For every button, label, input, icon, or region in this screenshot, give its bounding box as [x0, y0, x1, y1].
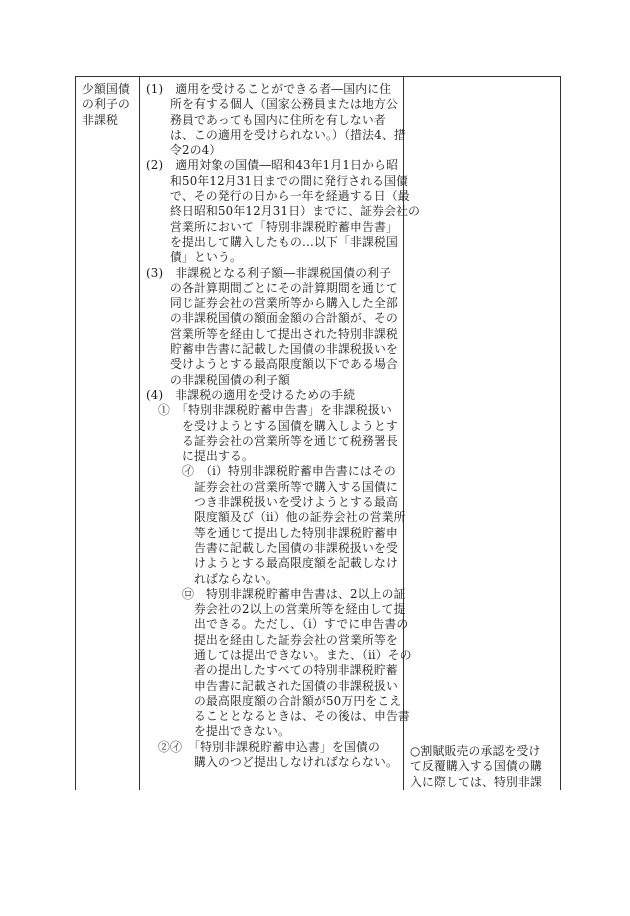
table-right-border — [560, 76, 561, 790]
table-left-border — [75, 76, 76, 790]
table-top-border — [75, 76, 560, 77]
notes-text: ○割賦販売の承認を受け て反覆購入する国債の購 入に際しては、特別非課 — [410, 744, 542, 789]
content-text: (1) 適用を受けることができる者―国内に住 所を有する個人（国家公務員または地方公 務員であっても国内に住所を有しない者 は、この適用を受けられない。）（措法4、措 令2の4） (2) 適用対象の国債―昭和43年1月1日から昭 和50年12月31日までの間に発行される国債 で、その発行の日から一年を経過する日（最 終日昭和50年12月31日）までに、証券会社の 営業所において「特別非課税貯蓄申告書」 を提出して購入したもの…以下「非課税国 債」という。 (3) 非課税となる利子額―非課税国債の利子 の各計算期間ごとにその計算期間を通じて 同じ証券会社の営業所等から購入した全部 の非課税国債の額面金額の合計額が、その 営業所等を経由して提出された特別非課税 貯蓄申告書に記載した国債の非課税扱いを 受けようとする最高限度額以下である場合 の非課税国債の利子額 (4) 非課税の適用を受けるための手続 ① 「特別非課税貯蓄申告書」を非課税扱い を受けようとする国債を購入しようとす る証券会社の営業所等を通じて税務署長 に提出する。 ㋑ （ⅰ）特別非課税貯蓄申告書にはその 証券会社の営業所等で購入する国債に つき非課税扱いを受けようとする最高 限度額及び（ⅱ）他の証券会社の営業所 等を通じて提出した特別非課税貯蓄申 告書に記載した国債の非課税扱いを受 けようとする最高限度額を記載しなけ ればならない。 ㋺ 特別非課税貯蓄申告書は、2以上の証 券会社の2以上の営業所等を経由して提 出できる。ただし、（ⅰ）すでに申告書の 提出を経由した証券会社の営業所等を 通しては提出できない。また、（ⅱ）その 者の提出したすべての特別非課税貯蓄 申告書に記載された国債の非課税扱い の最高限度額の合計額が50万円をこえ ることとなるときは、その後は、申告書 を提出できない。 ②㋑ 「特別非課税貯蓄申込書」を国債の 購入のつど提出しなければならない。 — [146, 82, 421, 770]
column-divider-1 — [139, 76, 140, 790]
category-label: 少額国債 の利子の 非課税 — [82, 82, 130, 127]
